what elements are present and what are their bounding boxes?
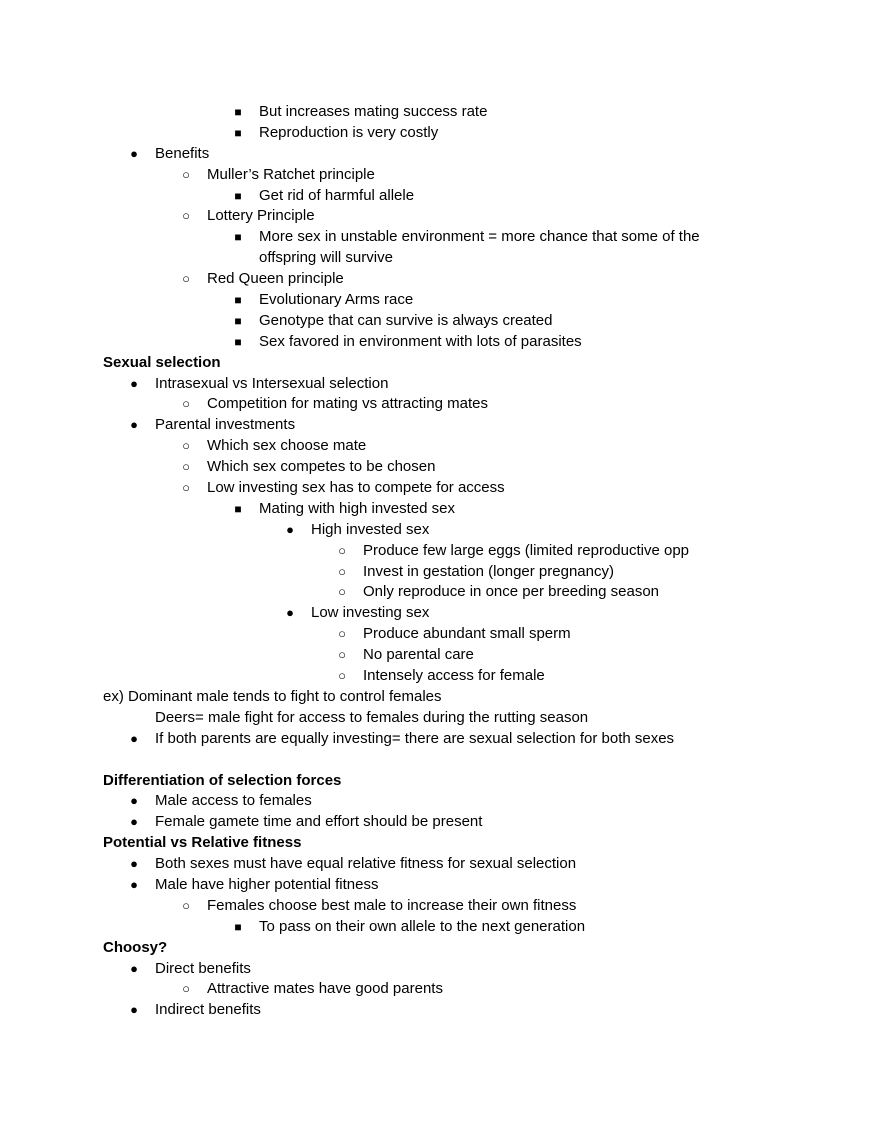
line-text: Red Queen principle xyxy=(207,270,344,288)
bullet-disc-icon: ● xyxy=(130,1002,138,1018)
line-text: But increases mating success rate xyxy=(259,103,488,120)
bullet-disc-icon: ● xyxy=(130,960,138,976)
line-text: More sex in unstable environment = more chance that some of the xyxy=(259,228,700,246)
line-text: Get rid of harmful allele xyxy=(259,186,415,204)
line-text: Deers= male fight for access to females during the rutting season xyxy=(155,708,589,726)
bullet-circle-icon: ○ xyxy=(182,438,190,454)
list-item xyxy=(0,394,880,415)
list-item-continuation xyxy=(0,248,880,269)
bullet-square-icon: ■ xyxy=(234,230,242,245)
list-item xyxy=(0,415,880,436)
list-item xyxy=(0,311,880,332)
line-text: ex) Dominant male tends to fight to control females xyxy=(103,687,442,705)
document-page xyxy=(0,102,880,1021)
list-item xyxy=(0,645,880,666)
list-item xyxy=(0,186,880,207)
list-item xyxy=(0,269,880,290)
line-text: Attractive mates have good parents xyxy=(207,980,443,998)
heading-text: Potential vs Relative fitness xyxy=(103,834,302,852)
list-item xyxy=(0,165,880,186)
line-text: Sex favored in environment with lots of parasites xyxy=(259,332,582,350)
list-item xyxy=(0,979,880,1000)
list-item xyxy=(0,1000,880,1021)
bullet-disc-icon: ● xyxy=(286,521,294,537)
section-heading xyxy=(0,833,880,854)
list-item xyxy=(0,499,880,520)
list-item xyxy=(0,227,880,248)
bullet-circle-icon: ○ xyxy=(182,166,190,182)
line-text: Produce abundant small sperm xyxy=(363,625,571,643)
list-item xyxy=(0,603,880,624)
bullet-square-icon: ■ xyxy=(234,334,242,349)
bullet-circle-icon: ○ xyxy=(182,897,190,913)
list-item xyxy=(0,917,880,938)
bullet-disc-icon: ● xyxy=(286,605,294,621)
heading-text: Choosy? xyxy=(103,938,168,956)
line-text: Muller’s Ratchet principle xyxy=(207,165,375,183)
list-item xyxy=(0,520,880,541)
line-text: Indirect benefits xyxy=(155,1001,261,1019)
list-item xyxy=(0,624,880,645)
bullet-circle-icon: ○ xyxy=(182,459,190,475)
list-item xyxy=(0,457,880,478)
bullet-square-icon: ■ xyxy=(234,105,242,119)
list-item xyxy=(0,436,880,457)
line-text: offspring will survive xyxy=(259,249,393,267)
line-text: Female gamete time and effort should be present xyxy=(155,813,483,831)
bullet-disc-icon: ● xyxy=(130,814,138,830)
list-item xyxy=(0,332,880,353)
list-item xyxy=(0,374,880,395)
line-text: Parental investments xyxy=(155,416,296,434)
bullet-square-icon: ■ xyxy=(234,919,242,934)
list-item xyxy=(0,959,880,980)
bullet-disc-icon: ● xyxy=(130,417,138,433)
list-item xyxy=(0,729,880,750)
bullet-circle-icon: ○ xyxy=(182,981,190,997)
bullet-disc-icon: ● xyxy=(130,730,138,746)
line-text: Produce few large eggs (limited reproductive opp xyxy=(363,541,690,559)
blank-line xyxy=(0,750,880,771)
list-item xyxy=(0,541,880,562)
bullet-disc-icon: ● xyxy=(130,145,138,161)
list-item xyxy=(0,666,880,687)
list-item xyxy=(0,791,880,812)
bullet-square-icon: ■ xyxy=(234,188,242,203)
line-text: Male access to females xyxy=(155,792,312,810)
line-text: Genotype that can survive is always created xyxy=(259,311,553,329)
text-line xyxy=(0,708,880,729)
line-text: Evolutionary Arms race xyxy=(259,291,414,309)
section-heading xyxy=(0,353,880,374)
bullet-circle-icon: ○ xyxy=(338,668,346,684)
bullet-square-icon: ■ xyxy=(234,313,242,328)
line-text: Mating with high invested sex xyxy=(259,499,455,517)
list-item xyxy=(0,290,880,311)
bullet-disc-icon: ● xyxy=(130,793,138,809)
line-text: Male have higher potential fitness xyxy=(155,875,379,893)
line-text: Intrasexual vs Intersexual selection xyxy=(155,374,389,392)
line-text: Intensely access for female xyxy=(363,667,545,685)
bullet-square-icon: ■ xyxy=(234,501,242,516)
line-text: No parental care xyxy=(363,646,474,664)
list-item xyxy=(0,144,880,165)
list-item xyxy=(0,562,880,583)
line-text: If both parents are equally investing= there are sexual selection for both sexes xyxy=(155,729,675,747)
line-text: Reproduction is very costly xyxy=(259,123,439,141)
bullet-circle-icon: ○ xyxy=(338,626,346,642)
line-text: Both sexes must have equal relative fitness for sexual selection xyxy=(155,855,577,873)
line-text: To pass on their own allele to the next generation xyxy=(259,917,586,935)
line-text: High invested sex xyxy=(311,520,430,538)
list-item xyxy=(0,478,880,499)
list-item xyxy=(0,206,880,227)
heading-text: Sexual selection xyxy=(103,353,221,371)
bullet-disc-icon: ● xyxy=(130,876,138,892)
bullet-disc-icon: ● xyxy=(130,375,138,391)
bullet-circle-icon: ○ xyxy=(182,480,190,496)
line-text: Direct benefits xyxy=(155,959,251,977)
line-text: Females choose best male to increase their own fitness xyxy=(207,896,577,914)
list-item xyxy=(0,896,880,917)
bullet-square-icon: ■ xyxy=(234,293,242,308)
line-text: Invest in gestation (longer pregnancy) xyxy=(363,562,614,580)
bullet-circle-icon: ○ xyxy=(338,563,346,579)
bullet-circle-icon: ○ xyxy=(182,396,190,412)
bullet-square-icon: ■ xyxy=(234,125,242,140)
line-text: Low investing sex has to compete for access xyxy=(207,479,505,497)
bullet-circle-icon: ○ xyxy=(338,647,346,663)
line-text: Benefits xyxy=(155,144,210,162)
list-item xyxy=(0,582,880,603)
heading-text: Differentiation of selection forces xyxy=(103,771,342,789)
section-heading xyxy=(0,938,880,959)
line-text: Competition for mating vs attracting mates xyxy=(207,395,488,413)
line-text: Low investing sex xyxy=(311,604,430,622)
line-text: Lottery Principle xyxy=(207,207,315,225)
line-text: Which sex competes to be chosen xyxy=(207,458,436,476)
list-item xyxy=(0,102,880,123)
line-text: Which sex choose mate xyxy=(207,437,367,455)
list-item xyxy=(0,812,880,833)
bullet-circle-icon: ○ xyxy=(182,271,190,287)
list-item xyxy=(0,123,880,144)
section-heading xyxy=(0,771,880,792)
text-line xyxy=(0,687,880,708)
line-text: Only reproduce in once per breeding season xyxy=(363,583,660,601)
list-item xyxy=(0,875,880,896)
bullet-circle-icon: ○ xyxy=(338,584,346,600)
bullet-circle-icon: ○ xyxy=(338,542,346,558)
bullet-disc-icon: ● xyxy=(130,856,138,872)
bullet-circle-icon: ○ xyxy=(182,208,190,224)
list-item xyxy=(0,854,880,875)
